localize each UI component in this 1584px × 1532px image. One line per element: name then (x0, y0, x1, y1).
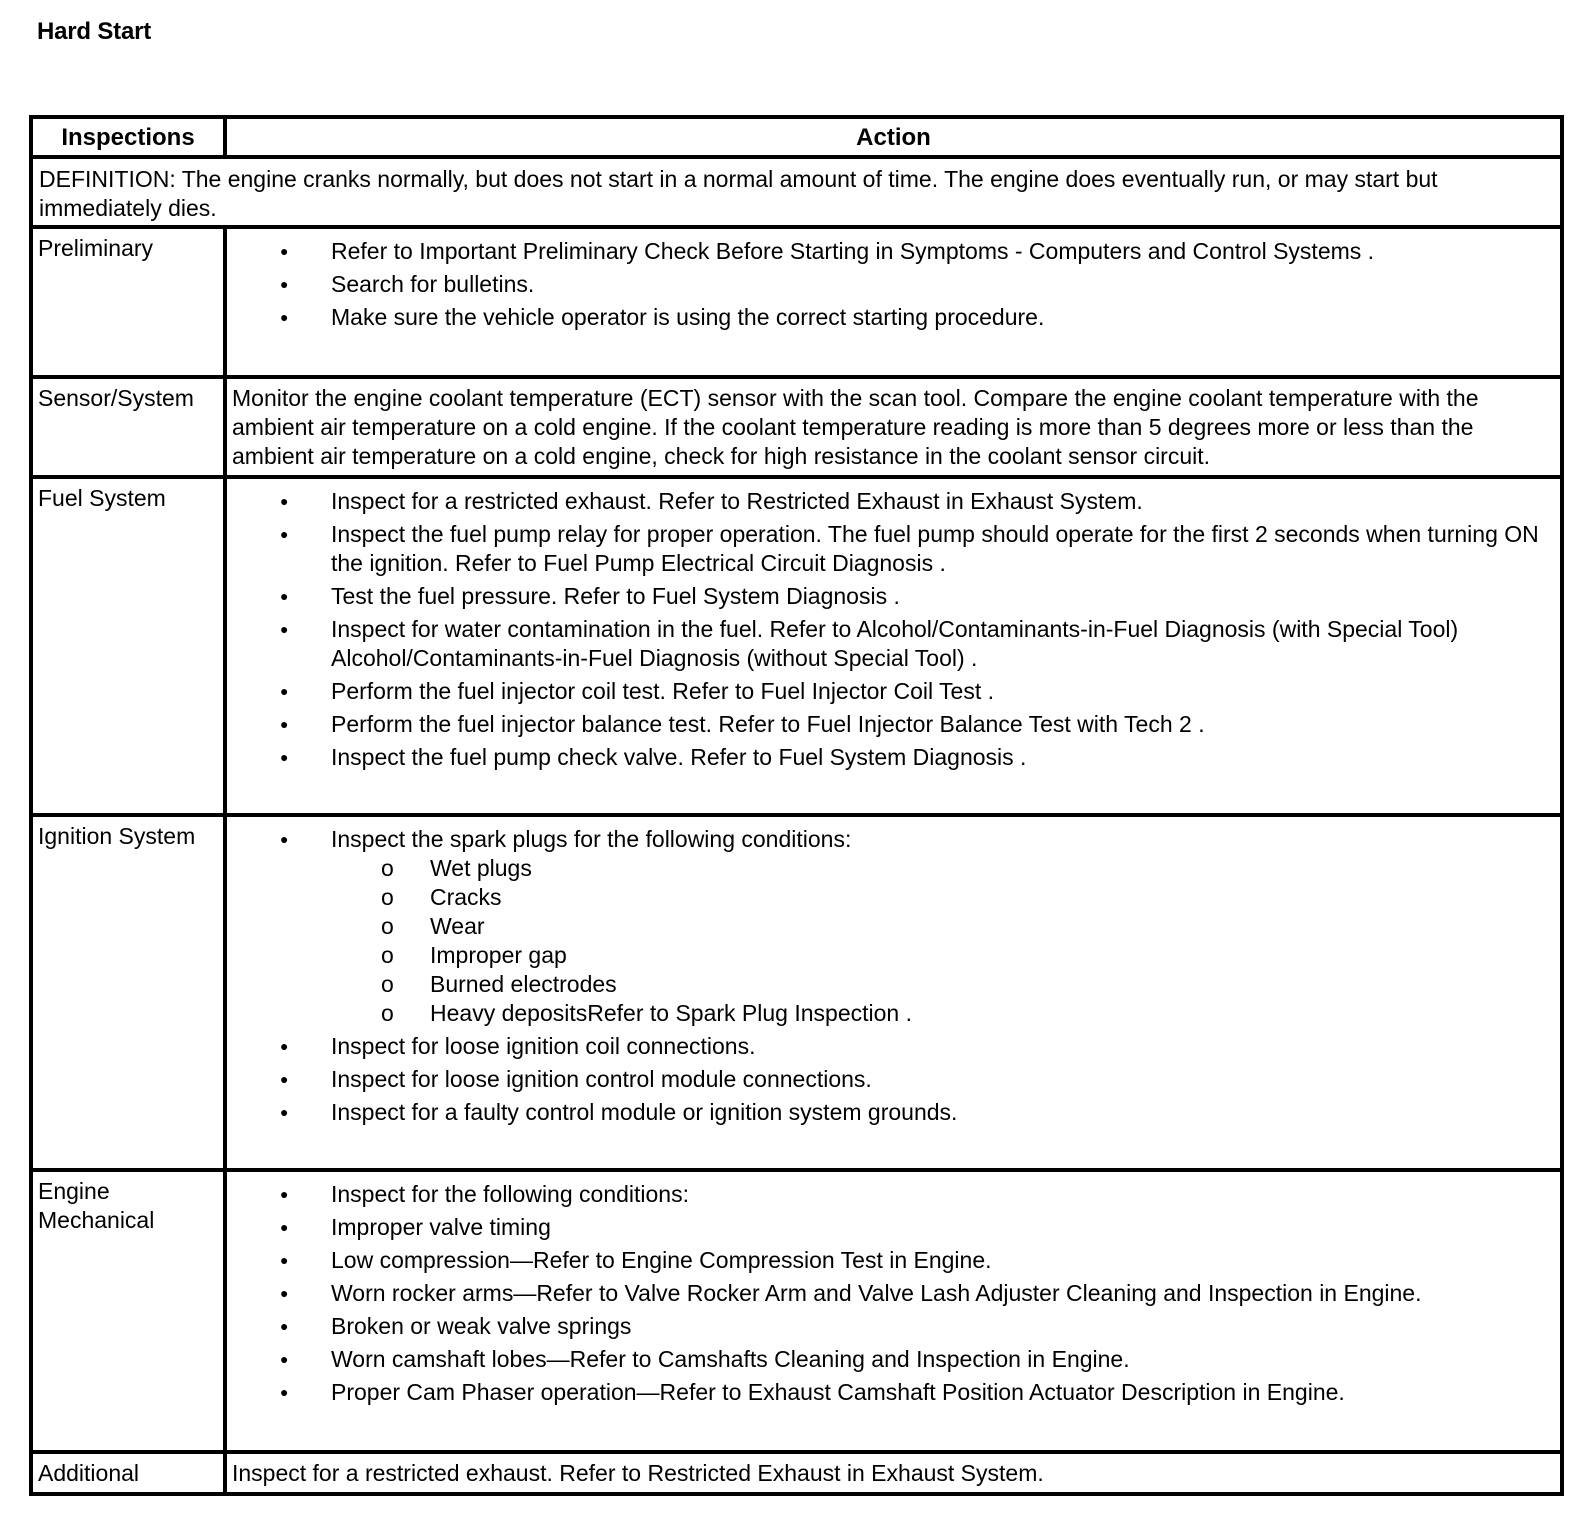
list-item-text: Inspect the spark plugs for the following conditions: (331, 826, 852, 852)
row-label-line: Engine (38, 1178, 110, 1204)
list-item: ● Inspect for the following conditions: (227, 1180, 1560, 1209)
list-item: ● Inspect for loose ignition coil connections. (227, 1032, 1560, 1061)
header-inspections: Inspections (31, 117, 225, 157)
sub-list-item: o Cracks (331, 883, 1550, 912)
list-item: ● Worn rocker arms—Refer to Valve Rocker Arm and Valve Lash Adjuster Cleaning and Inspection in Engine. (227, 1279, 1560, 1308)
row-action-fuel-system (225, 477, 1562, 815)
list-item: ● Inspect for water contamination in the fuel. Refer to Alcohol/Contaminants-in-Fuel Diagnosis (with Special Tool) Alcohol/Contaminants-in-Fuel Diagnosis (without Special Tool) . (227, 615, 1560, 673)
list-item: ● Low compression—Refer to Engine Compression Test in Engine. (227, 1246, 1560, 1275)
list-item: ● Perform the fuel injector coil test. Refer to Fuel Injector Coil Test . (227, 677, 1560, 706)
table-row-preliminary (31, 227, 1562, 377)
row-label-line: Mechanical (38, 1207, 155, 1233)
row-label-preliminary: Preliminary (31, 227, 225, 377)
list-item: ● Search for bulletins. (227, 270, 1560, 299)
row-action-additional: Inspect for a restricted exhaust. Refer to Restricted Exhaust in Exhaust System. (225, 1452, 1562, 1494)
list-item: ● Perform the fuel injector balance test. Refer to Fuel Injector Balance Test with Tech 2 . (227, 710, 1560, 739)
sub-list-item: o Heavy depositsRefer to Spark Plug Inspection . (331, 999, 1550, 1028)
page-title: Hard Start (37, 18, 152, 45)
list-item: ● Make sure the vehicle operator is using the correct starting procedure. (227, 303, 1560, 332)
definition-text: DEFINITION: The engine cranks normally, but does not start in a normal amount of time. The engine does eventually run, or may start but immediately dies. (31, 157, 1562, 227)
sub-list-item: o Wear (331, 912, 1550, 941)
sub-list-item: o Burned electrodes (331, 970, 1550, 999)
list-item: ● Proper Cam Phaser operation—Refer to Exhaust Camshaft Position Actuator Description in Engine. (227, 1378, 1560, 1407)
sub-list (331, 854, 1550, 1028)
table-header-row (31, 117, 1562, 157)
list-item: ● Refer to Important Preliminary Check Before Starting in Symptoms - Computers and Control Systems . (227, 237, 1560, 266)
header-action: Action (225, 117, 1562, 157)
definition-row (31, 157, 1562, 227)
table-row-additional (31, 1452, 1562, 1494)
inspection-table (29, 115, 1564, 1496)
list-item: ● Inspect the fuel pump relay for proper operation. The fuel pump should operate for the first 2 seconds when turning ON the ignition. Refer to Fuel Pump Electrical Circuit Diagnosis . (227, 520, 1560, 578)
list-item (227, 825, 1560, 1028)
list-item: ● Test the fuel pressure. Refer to Fuel System Diagnosis . (227, 582, 1560, 611)
row-label-engine-mechanical (31, 1170, 225, 1452)
list-item: ● Inspect for a restricted exhaust. Refer to Restricted Exhaust in Exhaust System. (227, 487, 1560, 516)
sub-list-item: o Improper gap (331, 941, 1550, 970)
table-row-ignition-system (31, 815, 1562, 1170)
sub-list-item: o Wet plugs (331, 854, 1550, 883)
table-row-sensor-system (31, 377, 1562, 477)
list-item: ● Inspect for a faulty control module or ignition system grounds. (227, 1098, 1560, 1127)
row-label-fuel-system: Fuel System (31, 477, 225, 815)
row-label-additional: Additional (31, 1452, 225, 1494)
list-item: ● Inspect the fuel pump check valve. Refer to Fuel System Diagnosis . (227, 743, 1560, 772)
row-label-ignition-system: Ignition System (31, 815, 225, 1170)
list-item: ● Worn camshaft lobes—Refer to Camshafts Cleaning and Inspection in Engine. (227, 1345, 1560, 1374)
row-action-sensor-system: Monitor the engine coolant temperature (ECT) sensor with the scan tool. Compare the engine coolant temperature with the ambient air temperature on a cold engine. If the coolant temperature reading is more than 5 degrees more or less than the ambient air temperature on a cold engine, check for high resistance in the coolant sensor circuit. (225, 377, 1562, 477)
table-row-fuel-system (31, 477, 1562, 815)
list-item: ● Improper valve timing (227, 1213, 1560, 1242)
list-item: ● Inspect for loose ignition control module connections. (227, 1065, 1560, 1094)
row-action-ignition-system (225, 815, 1562, 1170)
row-action-engine-mechanical (225, 1170, 1562, 1452)
list-item: ● Broken or weak valve springs (227, 1312, 1560, 1341)
row-label-sensor-system: Sensor/System (31, 377, 225, 477)
row-action-preliminary (225, 227, 1562, 377)
table-row-engine-mechanical (31, 1170, 1562, 1452)
